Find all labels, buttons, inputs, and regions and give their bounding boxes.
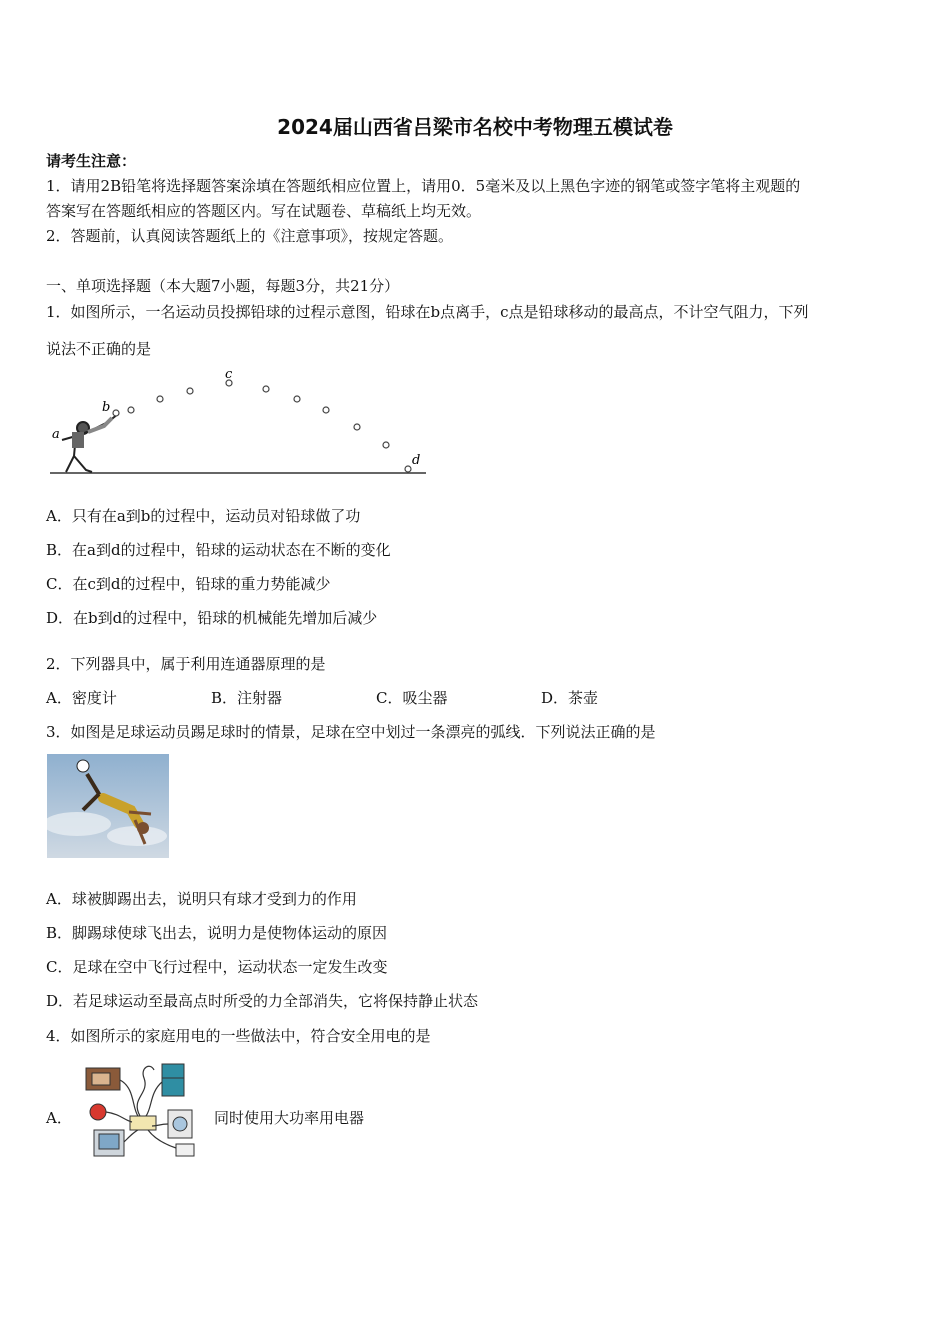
q1-stem-line-2: 说法不正确的是: [46, 340, 152, 358]
q1-stem-line-1: 1．如图所示，一名运动员投掷铅球的过程示意图，铅球在b点离手，c点是铅球移动的最高点，不计空气阻力，下列: [46, 303, 809, 321]
shot-put-figure: [46, 366, 436, 478]
label-b: b: [102, 400, 111, 415]
notice-heading: 请考生注意：: [46, 152, 137, 170]
q3-option-b: B．脚踢球使球飞出去，说明力是使物体运动的原因: [46, 924, 388, 942]
label-c: c: [225, 367, 233, 382]
notice-line-1: 1．请用2B铅笔将选择题答案涂填在答题纸相应位置上，请用0．5毫米及以上黑色字迹的钢笔或签字笔将主观题的: [46, 177, 801, 195]
football-icon: [77, 760, 89, 772]
appliances-figure: [80, 1058, 210, 1166]
page-title: 2024届山西省吕梁市名校中考物理五模试卷: [277, 115, 673, 139]
q2-options-row: [46, 688, 906, 708]
q3-option-d: D．若足球运动至最高点时所受的力全部消失，它将保持静止状态: [46, 992, 479, 1010]
q1-option-b: B．在a到d的过程中，铅球的运动状态在不断的变化: [46, 541, 391, 559]
hairdryer-icon: [90, 1104, 106, 1120]
q2-option-c: C．吸尘器: [376, 689, 448, 707]
q4-option-a-label: A．: [46, 1109, 72, 1127]
q3-stem: 3．如图是足球运动员踢足球时的情景，足球在空中划过一条漂亮的弧线．下列说法正确的是: [46, 723, 656, 741]
football-kick-photo: [47, 754, 169, 858]
kettle-icon: [176, 1144, 194, 1156]
q4-stem: 4．如图所示的家庭用电的一些做法中，符合安全用电的是: [46, 1027, 431, 1045]
label-d: d: [412, 453, 421, 468]
label-a: a: [52, 427, 60, 442]
q2-stem: 2．下列器具中，属于利用连通器原理的是: [46, 655, 326, 673]
q1-option-d: D．在b到d的过程中，铅球的机械能先增加后减少: [46, 609, 378, 627]
q1-option-a: A．只有在a到b的过程中，运动员对铅球做了功: [46, 507, 361, 525]
section-heading: 一、单项选择题（本大题7小题，每题3分，共21分）: [46, 277, 400, 295]
q4-option-a-text: 同时使用大功率用电器: [214, 1109, 365, 1127]
notice-line-3: 2．答题前，认真阅读答题纸上的《注意事项》，按规定答题。: [46, 227, 454, 245]
athlete-figure: [62, 414, 118, 472]
q3-option-a: A．球被脚踢出去，说明只有球才受到力的作用: [46, 890, 357, 908]
power-strip-icon: [130, 1116, 156, 1130]
refrigerator-icon: [162, 1064, 184, 1096]
q2-option-b: B．注射器: [211, 689, 283, 707]
trajectory-points: [113, 380, 411, 472]
notice-line-2: 答案写在答题纸相应的答题区内。写在试题卷、草稿纸上均无效。: [46, 202, 482, 220]
q2-option-d: D．茶壶: [541, 689, 599, 707]
q3-option-c: C．足球在空中飞行过程中，运动状态一定发生改变: [46, 958, 388, 976]
q1-option-c: C．在c到d的过程中，铅球的重力势能减少: [46, 575, 331, 593]
q2-option-a: A．密度计: [46, 689, 117, 707]
